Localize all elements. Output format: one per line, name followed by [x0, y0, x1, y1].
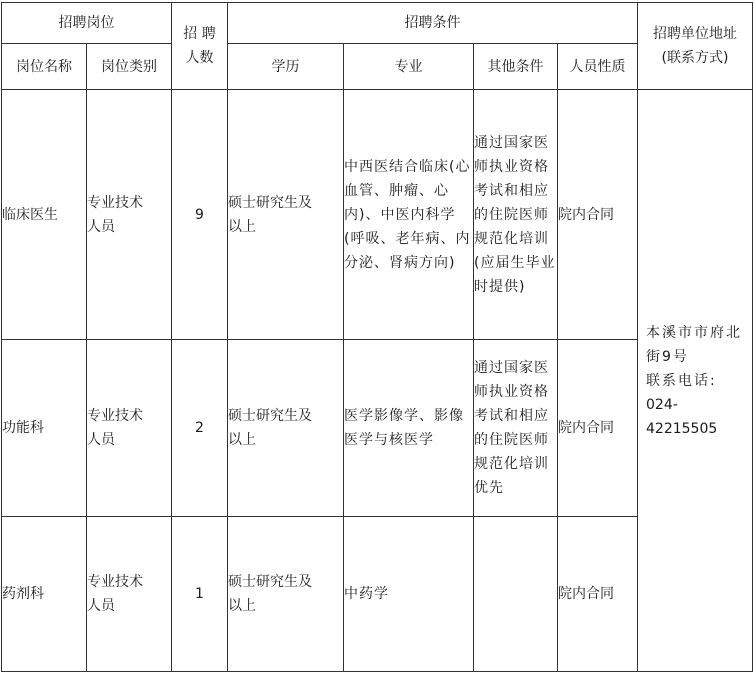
header-count: 招 聘 人数: [172, 3, 228, 90]
address-cell: [638, 90, 753, 672]
education-cell: 硕士研究生及 以上: [228, 517, 344, 672]
education-cell: 硕士研究生及 以上: [228, 90, 344, 340]
header-education: 学历: [228, 44, 344, 90]
address-block: [638, 321, 752, 441]
other-conditions-cell: 通过国家医师执业资格考试和相应的住院医师规范化培训(应届生毕业时提供): [474, 90, 558, 340]
count-cell: 9: [172, 90, 228, 340]
header-other: 其他条件: [474, 44, 558, 90]
header-post-group: 招聘岗位: [2, 3, 172, 44]
staff-nature-cell: 院内合同: [558, 90, 638, 340]
major-cell: 中药学: [344, 517, 474, 672]
phone-number: 024-42215505: [646, 396, 718, 437]
table-row: [2, 90, 753, 340]
header-post-name: 岗位名称: [2, 44, 87, 90]
count-cell: 1: [172, 517, 228, 672]
staff-nature-cell: 院内合同: [558, 340, 638, 517]
phone-label: 联系电话:: [646, 372, 717, 389]
post-name-cell: 功能科: [2, 340, 87, 517]
major-cell: 中西医结合临床(心血管、肿瘤、心内)、中医内科学(呼吸、老年病、内分泌、肾病方向): [344, 90, 474, 340]
other-conditions-cell: 通过国家医师执业资格考试和相应的住院医师规范化培训优先: [474, 340, 558, 517]
post-name-cell: 药剂科: [2, 517, 87, 672]
major-cell: 医学影像学、影像医学与核医学: [344, 340, 474, 517]
header-address: 招聘单位地址 (联系方式): [638, 3, 753, 90]
header-conditions-group: 招聘条件: [228, 3, 638, 44]
post-type-cell: 专业技术 人员: [87, 340, 172, 517]
header-major: 专业: [344, 44, 474, 90]
post-name-cell: 临床医生: [2, 90, 87, 340]
header-row-1: [2, 3, 753, 44]
other-conditions-cell: [474, 517, 558, 672]
post-type-cell: 专业技术 人员: [87, 517, 172, 672]
post-type-cell: 专业技术 人员: [87, 90, 172, 340]
header-staff-nature: 人员性质: [558, 44, 638, 90]
recruitment-table: [1, 2, 753, 672]
staff-nature-cell: 院内合同: [558, 517, 638, 672]
header-post-type: 岗位类别: [87, 44, 172, 90]
count-cell: 2: [172, 340, 228, 517]
education-cell: 硕士研究生及 以上: [228, 340, 344, 517]
address-line: 本溪市市府北街9号: [646, 324, 742, 365]
